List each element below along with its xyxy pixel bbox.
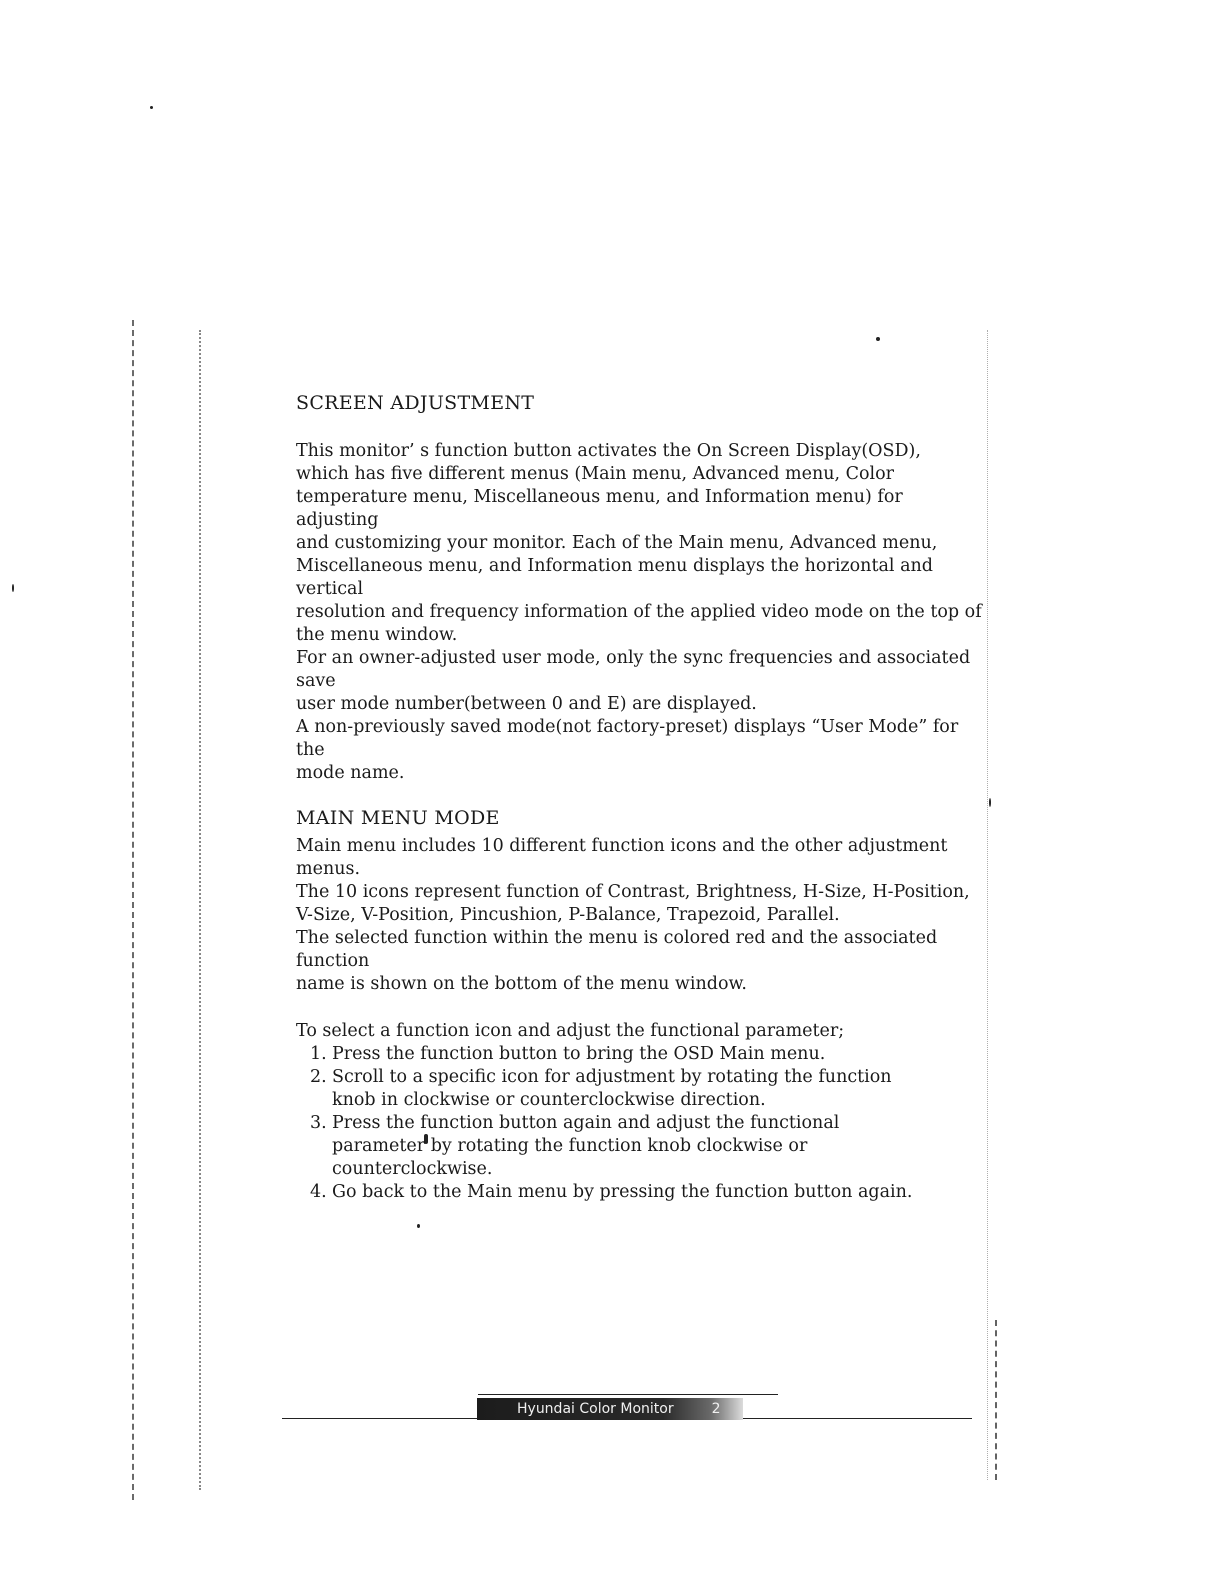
scan-speck (876, 337, 880, 341)
step-text: Press the function button again and adjust the functional parameter by rotating the function knob clockwise or counterclockwise. (332, 1113, 840, 1179)
intro-line: For an owner-adjusted user mode, only the sync frequencies and associated save (296, 648, 971, 691)
scan-speck (989, 798, 991, 807)
step-number: 1. (310, 1044, 327, 1064)
intro-line: A non-previously saved mode(not factory-preset) displays “User Mode” for the (296, 717, 959, 760)
intro-paragraph (296, 440, 986, 785)
scan-edge-artifact (987, 330, 990, 1480)
footer-divider (478, 1394, 778, 1395)
main-menu-line: V-Size, V-Position, Pincushion, P-Balance, Trapezoid, Parallel. (296, 905, 840, 925)
step-text: Press the function button to bring the OSD Main menu. (332, 1044, 826, 1064)
list-item (310, 1043, 986, 1066)
footer-banner (477, 1398, 743, 1420)
intro-line: and customizing your monitor. Each of the Main menu, Advanced menu, (296, 533, 938, 553)
document-body (296, 392, 986, 1204)
main-menu-line: name is shown on the bottom of the menu window. (296, 974, 747, 994)
step-number: 3. (310, 1113, 327, 1133)
intro-line: mode name. (296, 763, 405, 783)
step-text: Scroll to a specific icon for adjustment by rotating the function knob in clockwise or counterclockwise direction. (332, 1067, 892, 1110)
intro-line: the menu window. (296, 625, 458, 645)
main-menu-paragraph (296, 835, 986, 996)
intro-line: Miscellaneous menu, and Information menu displays the horizontal and vertical (296, 556, 933, 599)
list-item (310, 1181, 986, 1204)
intro-line: resolution and frequency information of the applied video mode on the top of (296, 602, 982, 622)
main-menu-line: The 10 icons represent function of Contrast, Brightness, H-Size, H-Position, (296, 882, 970, 902)
step-text: Go back to the Main menu by pressing the function button again. (332, 1182, 913, 1202)
scan-speck (12, 584, 14, 592)
footer-brand-text: Hyundai Color Monitor (517, 1401, 674, 1417)
section-heading-main-menu: MAIN MENU MODE (296, 807, 500, 829)
scan-edge-artifact (199, 330, 203, 1490)
scan-speck (150, 106, 153, 109)
step-number: 4. (310, 1182, 327, 1202)
intro-line: temperature menu, Miscellaneous menu, and Information menu) for adjusting (296, 487, 903, 530)
list-item (310, 1066, 986, 1112)
steps-list (296, 1043, 986, 1204)
main-menu-line: menus. (296, 859, 361, 879)
steps-intro: To select a function icon and adjust the functional parameter; (296, 1021, 845, 1041)
scan-edge-artifact (995, 1320, 1000, 1480)
page-title: SCREEN ADJUSTMENT (296, 392, 535, 414)
intro-line: which has five different menus (Main menu, Advanced menu, Color (296, 464, 895, 484)
list-item (310, 1112, 986, 1181)
main-menu-line: The selected function within the menu is colored red and the associated function (296, 928, 938, 971)
step-number: 2. (310, 1067, 327, 1087)
intro-line: This monitor’ s function button activates the On Screen Display(OSD), (296, 441, 921, 461)
scan-edge-artifact (132, 320, 137, 1500)
scan-speck (417, 1224, 420, 1228)
main-menu-line: Main menu includes 10 different function icons and the other adjustment (296, 836, 948, 856)
intro-line: user mode number(between 0 and E) are displayed. (296, 694, 757, 714)
page-number: 2 (711, 1401, 721, 1417)
